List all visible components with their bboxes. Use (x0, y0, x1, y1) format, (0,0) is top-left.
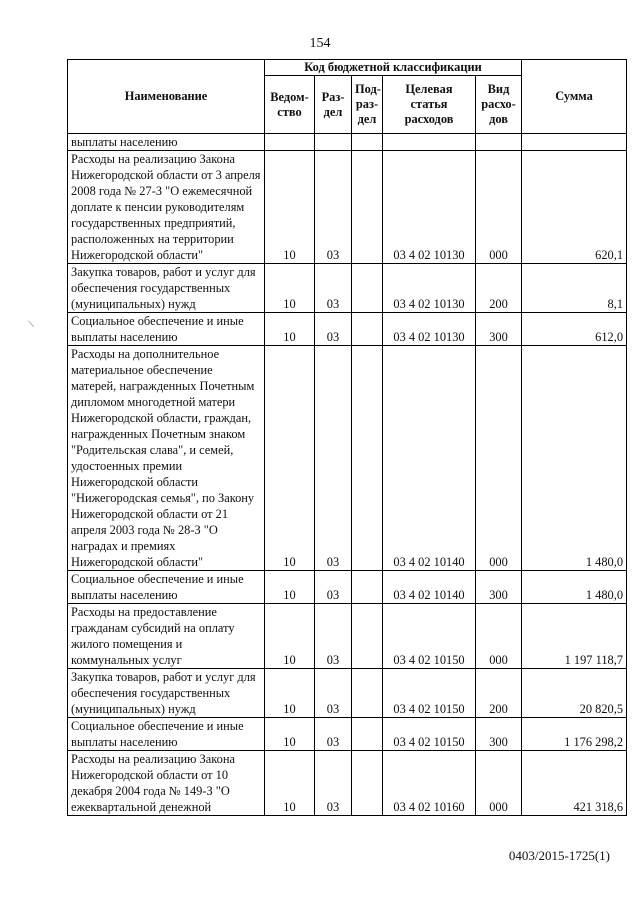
cell-podrazdel (352, 134, 383, 151)
cell-statya: 03 4 02 10130 (383, 151, 476, 264)
table-row (68, 669, 627, 718)
col-header-name: Наименование (68, 60, 265, 134)
cell-razdel: 03 (315, 751, 352, 816)
cell-summa: 1 176 298,2 (522, 718, 627, 751)
cell-statya: 03 4 02 10130 (383, 313, 476, 346)
cell-podrazdel (352, 751, 383, 816)
cell-summa: 1 480,0 (522, 346, 627, 571)
cell-name: Закупка товаров, работ и услуг для обеспечения государственных (муниципальных) нужд (68, 264, 265, 313)
cell-razdel: 03 (315, 604, 352, 669)
table-row (68, 313, 627, 346)
margin-mark: / (25, 319, 38, 329)
cell-podrazdel (352, 571, 383, 604)
cell-podrazdel (352, 718, 383, 751)
cell-razdel: 03 (315, 313, 352, 346)
cell-name: Социальное обеспечение и иные выплаты населению (68, 718, 265, 751)
cell-razdel (315, 134, 352, 151)
cell-podrazdel (352, 264, 383, 313)
cell-ved: 10 (265, 264, 315, 313)
col-header-kbk: Код бюджетной классификации (265, 60, 522, 76)
cell-ved: 10 (265, 751, 315, 816)
cell-vid: 200 (476, 669, 522, 718)
table-row (68, 571, 627, 604)
cell-razdel: 03 (315, 718, 352, 751)
col-header-podrazdel: Под-раз-дел (352, 76, 383, 134)
cell-podrazdel (352, 151, 383, 264)
cell-name: Закупка товаров, работ и услуг для обеспечения государственных (муниципальных) нужд (68, 669, 265, 718)
cell-statya (383, 134, 476, 151)
cell-summa: 612,0 (522, 313, 627, 346)
budget-table (67, 59, 627, 816)
table-body (68, 134, 627, 816)
table-row (68, 134, 627, 151)
cell-statya: 03 4 02 10160 (383, 751, 476, 816)
cell-podrazdel (352, 604, 383, 669)
cell-vid: 200 (476, 264, 522, 313)
cell-podrazdel (352, 313, 383, 346)
cell-ved: 10 (265, 718, 315, 751)
cell-statya: 03 4 02 10150 (383, 718, 476, 751)
col-header-vedomstvo: Ведом-ство (265, 76, 315, 134)
cell-name: Расходы на реализацию Закона Нижегородской области от 3 апреля 2008 года № 27-З "О ежемесячной доплате к пенсии руководителям государственных предприятий, расположенных на территории Нижегородской области" (68, 151, 265, 264)
cell-statya: 03 4 02 10150 (383, 604, 476, 669)
cell-name: Расходы на реализацию Закона Нижегородской области от 10 декабря 2004 года № 149-З "О ежеквартальной денежной (68, 751, 265, 816)
table-row (68, 751, 627, 816)
cell-ved: 10 (265, 669, 315, 718)
col-header-vid: Вид расхо-дов (476, 76, 522, 134)
cell-name: Расходы на предоставление гражданам субсидий на оплату жилого помещения и коммунальных услуг (68, 604, 265, 669)
cell-vid: 000 (476, 151, 522, 264)
cell-summa: 1 480,0 (522, 571, 627, 604)
table-header (68, 60, 627, 134)
cell-summa: 620,1 (522, 151, 627, 264)
cell-vid: 000 (476, 346, 522, 571)
cell-ved: 10 (265, 313, 315, 346)
cell-razdel: 03 (315, 346, 352, 571)
col-header-tselevaya: Целевая статья расходов (383, 76, 476, 134)
table-row (68, 151, 627, 264)
cell-name: Расходы на дополнительное материальное обеспечение матерей, награжденных Почетным дипломом многодетной матери Нижегородской области, граждан, награжденных Почетным знаком "Родительская слава", и семей, удостоенных премии Нижегородской области "Нижегородская семья", по Закону Нижегородской области от 21 апреля 2003 года № 28-З "О наградах и премиях Нижегородской области" (68, 346, 265, 571)
cell-vid: 000 (476, 751, 522, 816)
cell-summa: 20 820,5 (522, 669, 627, 718)
cell-ved: 10 (265, 571, 315, 604)
document-code: 0403/2015-1725(1) (508, 848, 610, 863)
cell-statya: 03 4 02 10150 (383, 669, 476, 718)
table-row (68, 604, 627, 669)
table-row (68, 346, 627, 571)
cell-summa (522, 134, 627, 151)
cell-ved: 10 (265, 604, 315, 669)
cell-vid: 300 (476, 313, 522, 346)
cell-statya: 03 4 02 10140 (383, 571, 476, 604)
cell-summa: 1 197 118,7 (522, 604, 627, 669)
page-number: 154 (309, 36, 331, 51)
cell-razdel: 03 (315, 571, 352, 604)
cell-name: выплаты населению (68, 134, 265, 151)
cell-vid (476, 134, 522, 151)
cell-vid: 300 (476, 718, 522, 751)
col-header-razdel: Раз-дел (315, 76, 352, 134)
cell-summa: 421 318,6 (522, 751, 627, 816)
table-row (68, 718, 627, 751)
cell-podrazdel (352, 346, 383, 571)
cell-razdel: 03 (315, 264, 352, 313)
cell-name: Социальное обеспечение и иные выплаты населению (68, 571, 265, 604)
cell-name: Социальное обеспечение и иные выплаты населению (68, 313, 265, 346)
cell-ved (265, 134, 315, 151)
cell-summa: 8,1 (522, 264, 627, 313)
cell-ved: 10 (265, 346, 315, 571)
cell-vid: 000 (476, 604, 522, 669)
cell-podrazdel (352, 669, 383, 718)
cell-ved: 10 (265, 151, 315, 264)
cell-razdel: 03 (315, 151, 352, 264)
col-header-summa: Сумма (522, 60, 627, 134)
cell-statya: 03 4 02 10130 (383, 264, 476, 313)
cell-razdel: 03 (315, 669, 352, 718)
cell-statya: 03 4 02 10140 (383, 346, 476, 571)
cell-vid: 300 (476, 571, 522, 604)
table-row (68, 264, 627, 313)
